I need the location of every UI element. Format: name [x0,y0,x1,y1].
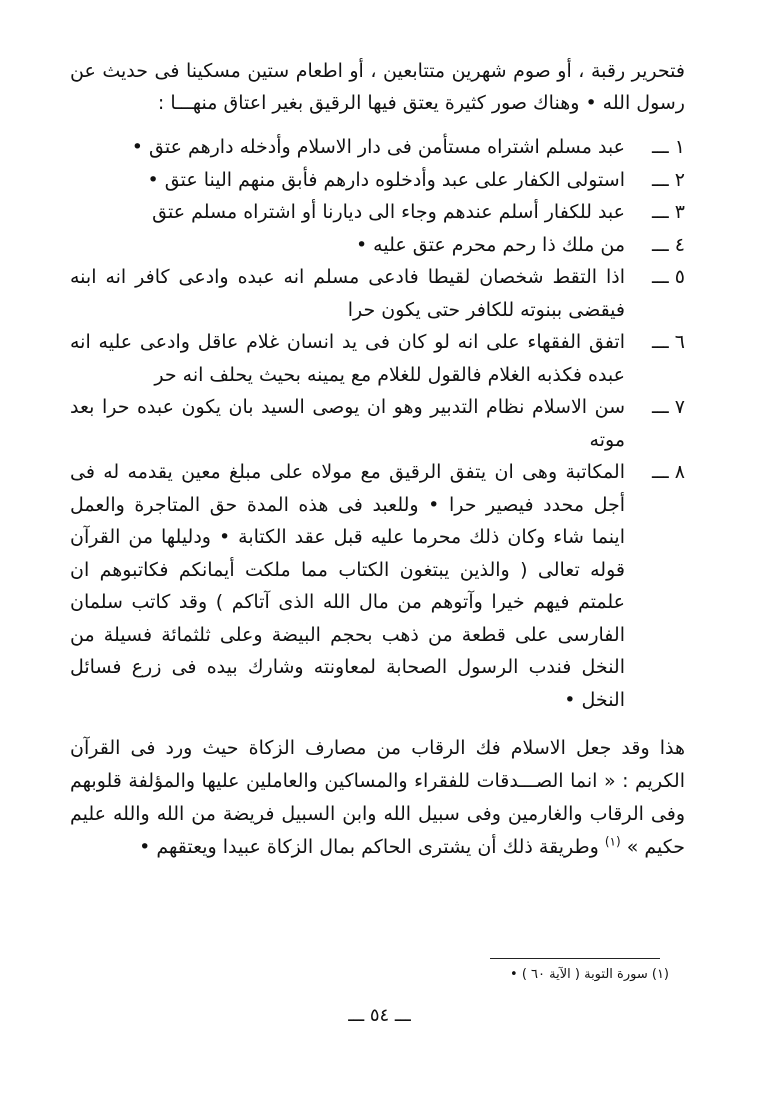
list-item-text: سن الاسلام نظام التدبير وهو ان يوصى السيد بان يكون عبده حرا بعد موته [70,396,625,451]
list-item-number: ١ ـــ [652,136,685,158]
list-item-text: اذا التقط شخصان لقيطا فادعى مسلم انه عبده وادعى كافر انه ابنه فيقضى ببنوته للكافر حتى يكون حرا [70,266,625,321]
numbered-list [70,131,685,716]
list-item-number: ٢ ـــ [652,168,685,191]
list-item-text: اتفق الفقهاء على انه لو كان فى يد انسان غلام عاقل وادعى عليه انه عبده فكذبه الغلام فالقول للغلام مع يمينه بحيث يحلف انه حر [70,331,625,386]
list-item [70,391,685,456]
list-item-number: ٨ ـــ [652,461,685,483]
list-item-text: عبد للكفار أسلم عندهم وجاء الى ديارنا أو اشتراه مسلم عتق [152,201,625,223]
list-item-number: ٧ ـــ [652,396,685,418]
intro-paragraph: فتحرير رقبة ، أو صوم شهرين متتابعين ، أو اطعام ستين مسكينا فى حديث عن رسول الله • وهناك صور كثيرة يعتق فيها الرقيق بغير اعتاق منهـــا : [70,60,685,114]
closing-text-part2: وطريقة ذلك أن يشترى الحاكم بمال الزكاة عبيدا ويعتقهم • [139,836,599,858]
page-number: ـــ ٥٤ ـــ [348,1005,411,1026]
list-item-number: ٣ ـــ [652,201,685,223]
footnote-divider [490,958,660,959]
list-item [70,164,685,197]
list-item [70,131,685,164]
list-item [70,229,685,262]
list-item-text: المكاتبة وهى ان يتفق الرقيق مع مولاه على مبلغ معين يقدمه له فى أجل محدد فيصير حرا • وللعبد فى هذه المدة حق المتاجرة والعمل اينما شاء وكان ذلك محرما عليه قبل عقد الكتابة • ودليلها من القرآن قوله تعالى ( والذين يبتغون الكتاب مما ملكت أيمانكم فكاتبوهم ان علمتم فيهم خيرا وآتوهم من مال الله الذى آتاكم ) وقد كاتب سلمان الفارسى على قطعة من ذهب بحجم البيضة وعلى ثلثمائة فسيلة من النخل فندب الرسول الصحابة لمعاونته وشارك بيده فى زرع فسائل النخل • [70,461,625,711]
list-item-text: من ملك ذا رحم محرم عتق عليه • [355,233,625,256]
footnote: (١) سورة التوبة ( الآية ٦٠ ) • [510,967,669,982]
page-content [70,55,685,864]
list-item-text: عبد مسلم اشتراه مستأمن فى دار الاسلام وأدخله دارهم عتق • [131,136,625,158]
list-item [70,261,685,326]
list-item [70,326,685,391]
footnote-reference[interactable]: (١) [604,834,621,849]
closing-text-part1: هذا وقد جعل الاسلام فك الرقاب من مصارف الزكاة حيث ورد فى القرآن الكريم : « انما الصـــدقات للفقراء والمساكين والعاملين عليها والمؤلفة قلوبهم وفى الرقاب والغارمين وفى سبيل الله وابن السبيل فريضة من الله والله عليم حكيم » [70,737,685,858]
list-item-text: استولى الكفار على عبد وأدخلوه دارهم فأبق منهم الينا عتق • [147,168,625,191]
closing-paragraph [70,732,685,864]
list-item-number: ٥ ـــ [652,266,685,288]
list-item [70,196,685,229]
list-item-number: ٦ ـــ [652,331,685,353]
list-item [70,456,685,716]
list-item-number: ٤ ـــ [652,233,685,256]
